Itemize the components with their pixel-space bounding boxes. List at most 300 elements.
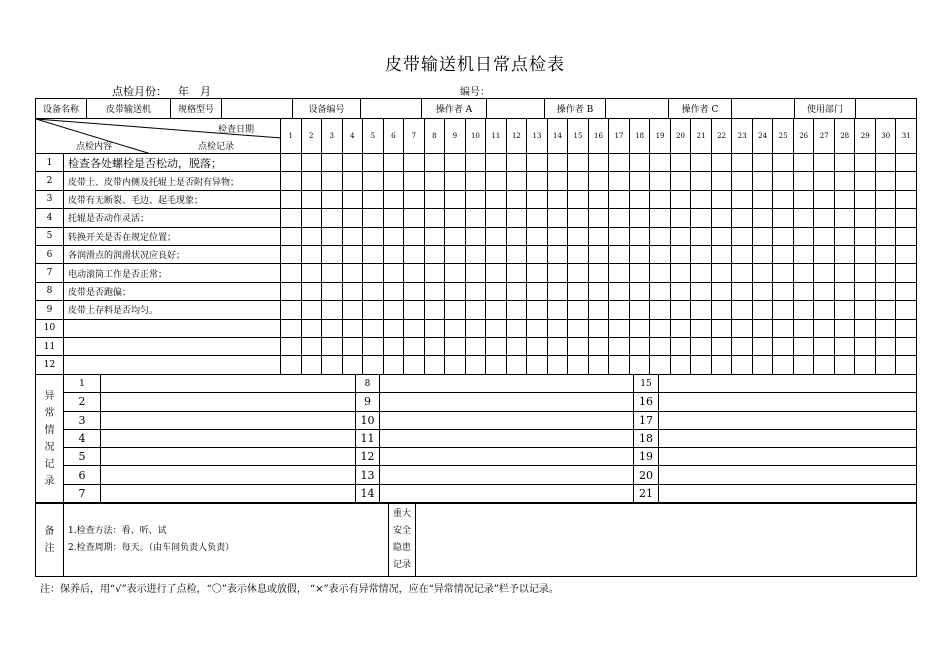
check-cell[interactable] bbox=[281, 356, 302, 374]
check-cell[interactable] bbox=[506, 301, 527, 319]
check-cell[interactable] bbox=[322, 282, 343, 300]
check-cell[interactable] bbox=[465, 190, 486, 208]
check-cell[interactable] bbox=[670, 209, 691, 227]
check-cell[interactable] bbox=[752, 154, 773, 172]
check-cell[interactable] bbox=[670, 319, 691, 337]
check-cell[interactable] bbox=[445, 172, 466, 190]
check-cell[interactable] bbox=[814, 154, 835, 172]
check-cell[interactable] bbox=[506, 154, 527, 172]
check-cell[interactable] bbox=[445, 190, 466, 208]
check-cell[interactable] bbox=[588, 209, 609, 227]
check-cell[interactable] bbox=[301, 264, 322, 282]
check-cell[interactable] bbox=[752, 301, 773, 319]
check-cell[interactable] bbox=[527, 245, 548, 263]
check-cell[interactable] bbox=[855, 356, 876, 374]
check-cell[interactable] bbox=[896, 264, 917, 282]
check-cell[interactable] bbox=[342, 245, 363, 263]
abnormal-entry[interactable] bbox=[101, 393, 356, 411]
check-cell[interactable] bbox=[896, 190, 917, 208]
check-cell[interactable] bbox=[424, 227, 445, 245]
abnormal-entry[interactable] bbox=[659, 484, 917, 502]
check-cell[interactable] bbox=[506, 319, 527, 337]
check-cell[interactable] bbox=[527, 227, 548, 245]
check-cell[interactable] bbox=[752, 227, 773, 245]
check-cell[interactable] bbox=[629, 301, 650, 319]
check-cell[interactable] bbox=[875, 282, 896, 300]
check-cell[interactable] bbox=[588, 356, 609, 374]
check-cell[interactable] bbox=[486, 227, 507, 245]
check-cell[interactable] bbox=[752, 319, 773, 337]
check-cell[interactable] bbox=[732, 264, 753, 282]
check-cell[interactable] bbox=[875, 154, 896, 172]
check-cell[interactable] bbox=[814, 172, 835, 190]
check-cell[interactable] bbox=[547, 172, 568, 190]
check-cell[interactable] bbox=[342, 190, 363, 208]
check-cell[interactable] bbox=[301, 356, 322, 374]
check-cell[interactable] bbox=[793, 301, 814, 319]
check-cell[interactable] bbox=[793, 190, 814, 208]
check-cell[interactable] bbox=[875, 337, 896, 355]
check-cell[interactable] bbox=[650, 172, 671, 190]
check-cell[interactable] bbox=[424, 245, 445, 263]
check-cell[interactable] bbox=[486, 282, 507, 300]
check-cell[interactable] bbox=[383, 356, 404, 374]
check-cell[interactable] bbox=[896, 245, 917, 263]
check-cell[interactable] bbox=[773, 172, 794, 190]
operator-b-value[interactable] bbox=[606, 99, 669, 119]
check-cell[interactable] bbox=[465, 227, 486, 245]
check-cell[interactable] bbox=[383, 264, 404, 282]
check-cell[interactable] bbox=[711, 356, 732, 374]
check-cell[interactable] bbox=[301, 190, 322, 208]
check-cell[interactable] bbox=[691, 319, 712, 337]
check-cell[interactable] bbox=[629, 356, 650, 374]
check-cell[interactable] bbox=[322, 356, 343, 374]
check-cell[interactable] bbox=[301, 301, 322, 319]
check-cell[interactable] bbox=[588, 264, 609, 282]
check-cell[interactable] bbox=[527, 301, 548, 319]
check-cell[interactable] bbox=[568, 245, 589, 263]
check-cell[interactable] bbox=[793, 172, 814, 190]
check-cell[interactable] bbox=[322, 190, 343, 208]
check-cell[interactable] bbox=[773, 264, 794, 282]
check-cell[interactable] bbox=[342, 209, 363, 227]
check-cell[interactable] bbox=[629, 264, 650, 282]
check-cell[interactable] bbox=[527, 337, 548, 355]
check-cell[interactable] bbox=[691, 190, 712, 208]
check-cell[interactable] bbox=[773, 245, 794, 263]
check-cell[interactable] bbox=[486, 264, 507, 282]
check-cell[interactable] bbox=[629, 227, 650, 245]
check-cell[interactable] bbox=[814, 282, 835, 300]
check-cell[interactable] bbox=[834, 264, 855, 282]
check-cell[interactable] bbox=[465, 209, 486, 227]
abnormal-entry[interactable] bbox=[101, 484, 356, 502]
check-cell[interactable] bbox=[363, 227, 384, 245]
check-cell[interactable] bbox=[711, 154, 732, 172]
check-cell[interactable] bbox=[670, 264, 691, 282]
check-cell[interactable] bbox=[547, 356, 568, 374]
abnormal-entry[interactable] bbox=[659, 466, 917, 484]
abnormal-entry[interactable] bbox=[101, 375, 356, 393]
check-cell[interactable] bbox=[650, 209, 671, 227]
check-cell[interactable] bbox=[568, 227, 589, 245]
check-cell[interactable] bbox=[588, 319, 609, 337]
abnormal-entry[interactable] bbox=[659, 448, 917, 466]
check-cell[interactable] bbox=[732, 172, 753, 190]
check-cell[interactable] bbox=[629, 154, 650, 172]
check-cell[interactable] bbox=[527, 264, 548, 282]
check-cell[interactable] bbox=[322, 301, 343, 319]
abnormal-entry[interactable] bbox=[101, 429, 356, 447]
check-cell[interactable] bbox=[711, 264, 732, 282]
check-cell[interactable] bbox=[814, 337, 835, 355]
check-cell[interactable] bbox=[773, 227, 794, 245]
check-cell[interactable] bbox=[404, 319, 425, 337]
check-cell[interactable] bbox=[814, 190, 835, 208]
check-cell[interactable] bbox=[650, 227, 671, 245]
abnormal-entry[interactable] bbox=[380, 484, 634, 502]
check-cell[interactable] bbox=[465, 319, 486, 337]
check-cell[interactable] bbox=[691, 301, 712, 319]
check-cell[interactable] bbox=[424, 282, 445, 300]
check-cell[interactable] bbox=[301, 154, 322, 172]
check-cell[interactable] bbox=[670, 227, 691, 245]
check-cell[interactable] bbox=[814, 356, 835, 374]
check-cell[interactable] bbox=[527, 209, 548, 227]
check-cell[interactable] bbox=[834, 227, 855, 245]
check-cell[interactable] bbox=[568, 301, 589, 319]
check-cell[interactable] bbox=[732, 282, 753, 300]
check-cell[interactable] bbox=[404, 264, 425, 282]
check-cell[interactable] bbox=[732, 356, 753, 374]
check-cell[interactable] bbox=[875, 190, 896, 208]
check-cell[interactable] bbox=[363, 337, 384, 355]
check-cell[interactable] bbox=[322, 245, 343, 263]
check-cell[interactable] bbox=[342, 227, 363, 245]
check-cell[interactable] bbox=[465, 356, 486, 374]
check-cell[interactable] bbox=[506, 337, 527, 355]
check-cell[interactable] bbox=[711, 172, 732, 190]
check-cell[interactable] bbox=[691, 209, 712, 227]
check-cell[interactable] bbox=[404, 172, 425, 190]
check-cell[interactable] bbox=[609, 209, 630, 227]
check-cell[interactable] bbox=[629, 190, 650, 208]
abnormal-entry[interactable] bbox=[380, 375, 634, 393]
check-cell[interactable] bbox=[732, 227, 753, 245]
check-cell[interactable] bbox=[773, 319, 794, 337]
check-cell[interactable] bbox=[752, 190, 773, 208]
check-cell[interactable] bbox=[875, 245, 896, 263]
check-cell[interactable] bbox=[424, 337, 445, 355]
check-cell[interactable] bbox=[363, 190, 384, 208]
check-cell[interactable] bbox=[834, 319, 855, 337]
check-cell[interactable] bbox=[506, 356, 527, 374]
check-cell[interactable] bbox=[363, 264, 384, 282]
check-cell[interactable] bbox=[383, 301, 404, 319]
check-cell[interactable] bbox=[383, 282, 404, 300]
check-cell[interactable] bbox=[896, 319, 917, 337]
dept-value[interactable] bbox=[856, 99, 917, 119]
abnormal-entry[interactable] bbox=[659, 411, 917, 429]
check-cell[interactable] bbox=[547, 190, 568, 208]
check-cell[interactable] bbox=[650, 356, 671, 374]
check-cell[interactable] bbox=[650, 154, 671, 172]
check-cell[interactable] bbox=[773, 301, 794, 319]
check-cell[interactable] bbox=[404, 282, 425, 300]
check-cell[interactable] bbox=[814, 209, 835, 227]
check-cell[interactable] bbox=[732, 301, 753, 319]
check-cell[interactable] bbox=[445, 337, 466, 355]
check-cell[interactable] bbox=[711, 245, 732, 263]
check-cell[interactable] bbox=[281, 264, 302, 282]
check-cell[interactable] bbox=[301, 319, 322, 337]
check-cell[interactable] bbox=[711, 319, 732, 337]
check-cell[interactable] bbox=[445, 356, 466, 374]
check-cell[interactable] bbox=[486, 209, 507, 227]
check-cell[interactable] bbox=[404, 356, 425, 374]
check-cell[interactable] bbox=[793, 337, 814, 355]
check-cell[interactable] bbox=[486, 245, 507, 263]
check-cell[interactable] bbox=[896, 154, 917, 172]
check-cell[interactable] bbox=[547, 337, 568, 355]
check-cell[interactable] bbox=[424, 301, 445, 319]
check-cell[interactable] bbox=[506, 245, 527, 263]
check-cell[interactable] bbox=[773, 337, 794, 355]
check-cell[interactable] bbox=[855, 264, 876, 282]
abnormal-entry[interactable] bbox=[659, 375, 917, 393]
check-cell[interactable] bbox=[670, 301, 691, 319]
check-cell[interactable] bbox=[670, 337, 691, 355]
check-cell[interactable] bbox=[711, 282, 732, 300]
check-cell[interactable] bbox=[568, 264, 589, 282]
check-cell[interactable] bbox=[301, 245, 322, 263]
check-cell[interactable] bbox=[322, 319, 343, 337]
check-cell[interactable] bbox=[609, 227, 630, 245]
check-cell[interactable] bbox=[547, 264, 568, 282]
check-cell[interactable] bbox=[424, 172, 445, 190]
check-cell[interactable] bbox=[732, 190, 753, 208]
check-cell[interactable] bbox=[547, 319, 568, 337]
check-cell[interactable] bbox=[486, 337, 507, 355]
check-cell[interactable] bbox=[363, 319, 384, 337]
check-cell[interactable] bbox=[465, 172, 486, 190]
check-cell[interactable] bbox=[793, 319, 814, 337]
check-cell[interactable] bbox=[588, 190, 609, 208]
check-cell[interactable] bbox=[793, 282, 814, 300]
check-cell[interactable] bbox=[383, 337, 404, 355]
check-cell[interactable] bbox=[752, 245, 773, 263]
check-cell[interactable] bbox=[547, 245, 568, 263]
check-cell[interactable] bbox=[670, 172, 691, 190]
check-cell[interactable] bbox=[322, 172, 343, 190]
check-cell[interactable] bbox=[875, 209, 896, 227]
check-cell[interactable] bbox=[629, 319, 650, 337]
check-cell[interactable] bbox=[342, 301, 363, 319]
check-cell[interactable] bbox=[506, 264, 527, 282]
check-cell[interactable] bbox=[855, 282, 876, 300]
check-cell[interactable] bbox=[404, 209, 425, 227]
check-cell[interactable] bbox=[527, 172, 548, 190]
check-cell[interactable] bbox=[732, 337, 753, 355]
check-cell[interactable] bbox=[609, 245, 630, 263]
check-cell[interactable] bbox=[424, 319, 445, 337]
check-cell[interactable] bbox=[691, 356, 712, 374]
check-cell[interactable] bbox=[588, 227, 609, 245]
check-cell[interactable] bbox=[547, 301, 568, 319]
check-cell[interactable] bbox=[383, 209, 404, 227]
check-cell[interactable] bbox=[609, 154, 630, 172]
check-cell[interactable] bbox=[609, 190, 630, 208]
check-cell[interactable] bbox=[486, 190, 507, 208]
check-cell[interactable] bbox=[424, 356, 445, 374]
check-cell[interactable] bbox=[445, 264, 466, 282]
check-cell[interactable] bbox=[404, 227, 425, 245]
check-cell[interactable] bbox=[650, 337, 671, 355]
check-cell[interactable] bbox=[301, 227, 322, 245]
check-cell[interactable] bbox=[609, 172, 630, 190]
abnormal-entry[interactable] bbox=[380, 411, 634, 429]
check-cell[interactable] bbox=[773, 209, 794, 227]
check-cell[interactable] bbox=[404, 337, 425, 355]
check-cell[interactable] bbox=[896, 227, 917, 245]
check-cell[interactable] bbox=[465, 282, 486, 300]
check-cell[interactable] bbox=[752, 356, 773, 374]
check-cell[interactable] bbox=[752, 264, 773, 282]
check-cell[interactable] bbox=[445, 245, 466, 263]
check-cell[interactable] bbox=[465, 245, 486, 263]
check-cell[interactable] bbox=[691, 154, 712, 172]
check-cell[interactable] bbox=[609, 282, 630, 300]
check-cell[interactable] bbox=[322, 209, 343, 227]
check-cell[interactable] bbox=[609, 356, 630, 374]
check-cell[interactable] bbox=[445, 301, 466, 319]
check-cell[interactable] bbox=[445, 319, 466, 337]
check-cell[interactable] bbox=[896, 356, 917, 374]
check-cell[interactable] bbox=[691, 264, 712, 282]
check-cell[interactable] bbox=[834, 190, 855, 208]
check-cell[interactable] bbox=[404, 245, 425, 263]
check-cell[interactable] bbox=[814, 301, 835, 319]
check-cell[interactable] bbox=[342, 337, 363, 355]
abnormal-entry[interactable] bbox=[659, 393, 917, 411]
check-cell[interactable] bbox=[527, 319, 548, 337]
check-cell[interactable] bbox=[855, 154, 876, 172]
check-cell[interactable] bbox=[445, 282, 466, 300]
check-cell[interactable] bbox=[834, 337, 855, 355]
check-cell[interactable] bbox=[568, 319, 589, 337]
check-cell[interactable] bbox=[527, 154, 548, 172]
check-cell[interactable] bbox=[875, 227, 896, 245]
check-cell[interactable] bbox=[609, 301, 630, 319]
check-cell[interactable] bbox=[793, 227, 814, 245]
check-cell[interactable] bbox=[896, 337, 917, 355]
check-cell[interactable] bbox=[363, 282, 384, 300]
check-cell[interactable] bbox=[896, 172, 917, 190]
check-cell[interactable] bbox=[670, 245, 691, 263]
check-cell[interactable] bbox=[506, 190, 527, 208]
device-no-value[interactable] bbox=[361, 99, 422, 119]
abnormal-entry[interactable] bbox=[101, 411, 356, 429]
check-cell[interactable] bbox=[773, 154, 794, 172]
check-cell[interactable] bbox=[834, 282, 855, 300]
check-cell[interactable] bbox=[691, 245, 712, 263]
check-cell[interactable] bbox=[814, 245, 835, 263]
check-cell[interactable] bbox=[670, 356, 691, 374]
check-cell[interactable] bbox=[383, 319, 404, 337]
check-cell[interactable] bbox=[363, 245, 384, 263]
check-cell[interactable] bbox=[588, 337, 609, 355]
check-cell[interactable] bbox=[588, 301, 609, 319]
check-cell[interactable] bbox=[547, 209, 568, 227]
check-cell[interactable] bbox=[896, 301, 917, 319]
abnormal-entry[interactable] bbox=[380, 393, 634, 411]
check-cell[interactable] bbox=[691, 282, 712, 300]
check-cell[interactable] bbox=[301, 282, 322, 300]
check-cell[interactable] bbox=[855, 227, 876, 245]
check-cell[interactable] bbox=[281, 154, 302, 172]
check-cell[interactable] bbox=[363, 301, 384, 319]
check-cell[interactable] bbox=[752, 209, 773, 227]
check-cell[interactable] bbox=[670, 154, 691, 172]
check-cell[interactable] bbox=[322, 337, 343, 355]
check-cell[interactable] bbox=[486, 154, 507, 172]
check-cell[interactable] bbox=[281, 227, 302, 245]
check-cell[interactable] bbox=[711, 190, 732, 208]
check-cell[interactable] bbox=[465, 154, 486, 172]
check-cell[interactable] bbox=[527, 282, 548, 300]
check-cell[interactable] bbox=[814, 264, 835, 282]
check-cell[interactable] bbox=[629, 337, 650, 355]
check-cell[interactable] bbox=[342, 264, 363, 282]
check-cell[interactable] bbox=[875, 301, 896, 319]
model-value[interactable] bbox=[222, 99, 293, 119]
check-cell[interactable] bbox=[629, 172, 650, 190]
check-cell[interactable] bbox=[486, 356, 507, 374]
check-cell[interactable] bbox=[670, 282, 691, 300]
check-cell[interactable] bbox=[383, 154, 404, 172]
check-cell[interactable] bbox=[793, 356, 814, 374]
check-cell[interactable] bbox=[445, 154, 466, 172]
check-cell[interactable] bbox=[855, 319, 876, 337]
check-cell[interactable] bbox=[342, 172, 363, 190]
check-cell[interactable] bbox=[445, 209, 466, 227]
check-cell[interactable] bbox=[281, 209, 302, 227]
check-cell[interactable] bbox=[711, 227, 732, 245]
abnormal-entry[interactable] bbox=[101, 448, 356, 466]
check-cell[interactable] bbox=[465, 337, 486, 355]
check-cell[interactable] bbox=[732, 154, 753, 172]
check-cell[interactable] bbox=[834, 356, 855, 374]
check-cell[interactable] bbox=[609, 264, 630, 282]
check-cell[interactable] bbox=[547, 154, 568, 172]
check-cell[interactable] bbox=[363, 356, 384, 374]
check-cell[interactable] bbox=[424, 190, 445, 208]
check-cell[interactable] bbox=[752, 337, 773, 355]
check-cell[interactable] bbox=[363, 172, 384, 190]
check-cell[interactable] bbox=[814, 319, 835, 337]
check-cell[interactable] bbox=[568, 172, 589, 190]
check-cell[interactable] bbox=[650, 282, 671, 300]
check-cell[interactable] bbox=[568, 282, 589, 300]
check-cell[interactable] bbox=[793, 209, 814, 227]
check-cell[interactable] bbox=[281, 337, 302, 355]
check-cell[interactable] bbox=[650, 264, 671, 282]
check-cell[interactable] bbox=[568, 337, 589, 355]
check-cell[interactable] bbox=[834, 172, 855, 190]
check-cell[interactable] bbox=[342, 282, 363, 300]
check-cell[interactable] bbox=[424, 209, 445, 227]
